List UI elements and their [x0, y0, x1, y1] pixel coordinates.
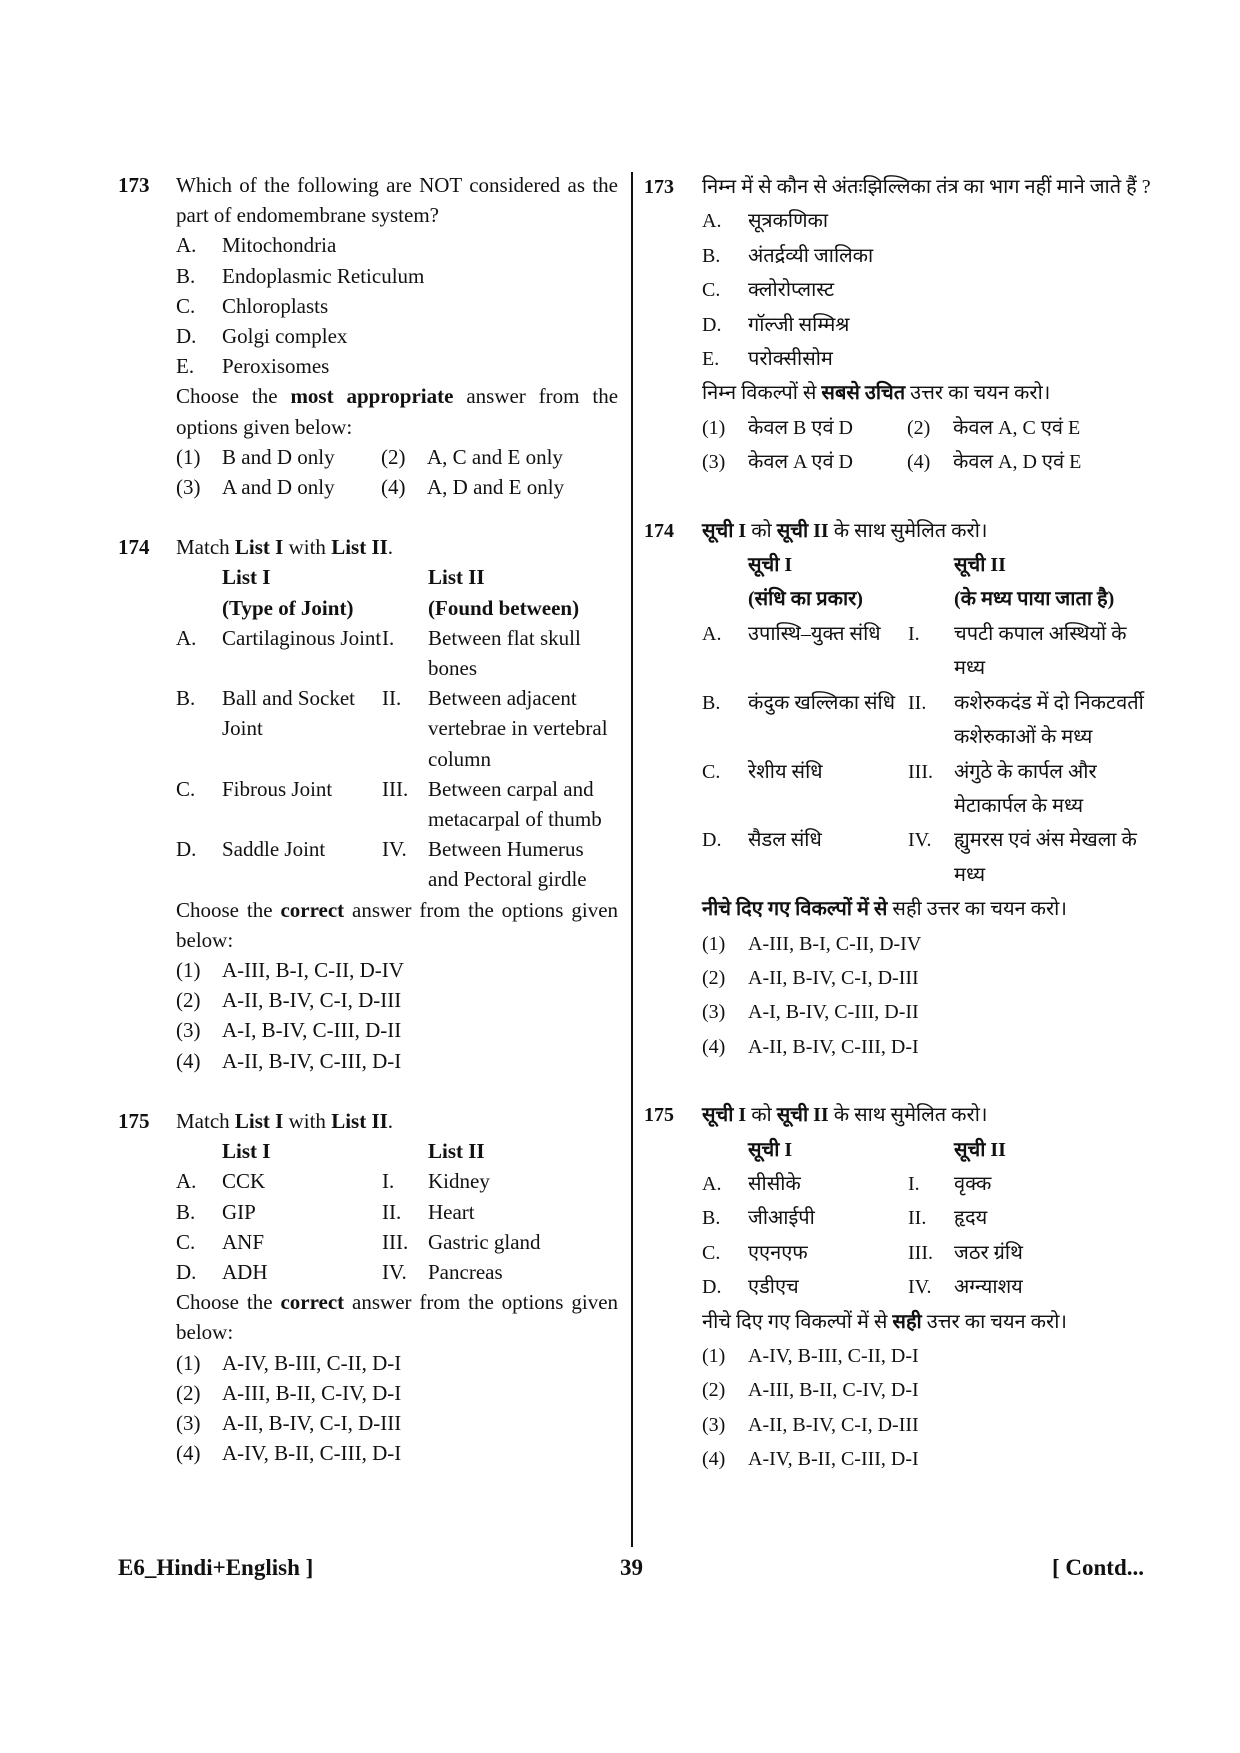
options-row	[702, 411, 1152, 445]
option-1[interactable]: (1) A-IV, B-III, C-II, D-I	[176, 1350, 402, 1375]
table-row: C. Fibrous Joint III. Between carpal and metacarpal of thumb	[176, 776, 602, 832]
question-stem: सूची I को सूची II के साथ सुमेलित करो।	[702, 1104, 988, 1127]
table-row: A. Cartilaginous Joint I. Between flat skull bones	[176, 625, 581, 681]
option-4[interactable]: (4) केवल A, D एवं E	[907, 451, 1082, 474]
instruction: Choose the most appropriate answer from the options given below:	[176, 384, 619, 439]
english-column	[118, 170, 618, 1468]
option-4[interactable]: (4) A-IV, B-II, C-III, D-I	[702, 1448, 919, 1471]
list-item: C. क्लोरोप्लास्ट	[702, 279, 835, 302]
question-stem: सूची I को सूची II के साथ सुमेलित करो।	[702, 519, 988, 542]
option-1[interactable]: (1) A-III, B-I, C-II, D-IV	[176, 958, 404, 983]
table-row: A. CCK I. Kidney	[176, 1169, 490, 1194]
options-row	[702, 445, 1152, 479]
footer-contd: [ Contd...	[1051, 1555, 1144, 1580]
hindi-column	[644, 170, 1152, 1477]
question-174-hi	[644, 514, 1152, 1065]
table-row: D. Saddle Joint IV. Between Humerus and Pectoral girdle	[176, 837, 587, 892]
table-row: D. सैडल संधि IV. ह्युमरस एवं अंस मेखला के मध्य	[702, 829, 1137, 886]
list-item: B. Endoplasmic Reticulum	[176, 263, 425, 288]
list-item: E. परोक्सीसोम	[702, 348, 833, 371]
table-row: B. GIP II. Heart	[176, 1199, 475, 1224]
option-3[interactable]: (3) A-I, B-IV, C-III, D-II	[702, 1001, 919, 1024]
option-1[interactable]: (1) A-III, B-I, C-II, D-IV	[702, 932, 922, 955]
option-3[interactable]: (3) A-II, B-IV, C-I, D-III	[702, 1413, 919, 1436]
table-row: D. एडीएच IV. अग्न्याशय	[702, 1276, 1023, 1299]
question-173-en	[118, 170, 618, 502]
question-number: 173	[644, 176, 674, 198]
column-divider	[631, 172, 633, 1547]
question-stem: Match List I with List II.	[176, 1108, 394, 1133]
list-item: A. Mitochondria	[176, 233, 337, 258]
list-item: B. अंतर्द्रव्यी जालिका	[702, 244, 874, 267]
match-header: List I List II	[222, 565, 485, 590]
question-number: 174	[118, 535, 150, 560]
option-1[interactable]: (1) A-IV, B-III, C-II, D-I	[702, 1345, 919, 1367]
option-4[interactable]: (4) A-II, B-IV, C-III, D-I	[702, 1035, 919, 1058]
question-175-hi	[644, 1098, 1152, 1476]
match-header: सूची I सूची II	[748, 1138, 1006, 1161]
question-173-hi	[644, 170, 1152, 480]
instruction: Choose the correct answer from the options given below:	[176, 897, 619, 952]
option-2[interactable]: (2) केवल A, C एवं E	[907, 416, 1081, 439]
option-2[interactable]: (2) A, C and E only	[381, 444, 563, 469]
match-subheader: (Type of Joint) (Found between)	[222, 595, 580, 620]
page-number: 39	[620, 1555, 643, 1580]
option-2[interactable]: (2) A-III, B-II, C-IV, D-I	[176, 1380, 402, 1405]
match-subheader: (संधि का प्रकार) (के मध्य पाया जाता है)	[748, 588, 1115, 611]
footer-code: E6_Hindi+English ]	[118, 1555, 314, 1580]
table-row: D. ADH IV. Pancreas	[176, 1259, 503, 1284]
option-4[interactable]: (4) A, D and E only	[381, 475, 565, 500]
question-number: 175	[644, 1104, 674, 1127]
option-3[interactable]: (3) A-I, B-IV, C-III, D-II	[176, 1018, 402, 1043]
list-item: E. Peroxisomes	[176, 354, 330, 379]
option-2[interactable]: (2) A-III, B-II, C-IV, D-I	[702, 1379, 919, 1402]
option-2[interactable]: (2) A-II, B-IV, C-I, D-III	[176, 988, 402, 1013]
question-number: 173	[118, 173, 150, 197]
list-item: D. गॉल्जी सम्मिश्र	[702, 313, 850, 336]
table-row: C. रेशीय संधि III. अंगुठे के कार्पल और मेटाकार्पल के मध्य	[702, 760, 1097, 817]
option-3[interactable]: (3) A-II, B-IV, C-I, D-III	[176, 1410, 402, 1435]
option-4[interactable]: (4) A-IV, B-II, C-III, D-I	[176, 1441, 402, 1466]
table-row: C. ANF III. Gastric gland	[176, 1229, 541, 1254]
question-stem: निम्न में से कौन से अंतःझिल्लिका तंत्र का भाग नहीं माने जाते हैं ?	[702, 176, 1151, 198]
options-row	[176, 442, 618, 472]
instruction: नीचे दिए गए विकल्पों में से सही उत्तर का चयन करो।	[702, 898, 1067, 921]
question-number: 174	[644, 519, 674, 542]
option-4[interactable]: (4) A-II, B-IV, C-III, D-I	[176, 1048, 402, 1073]
option-1[interactable]: (1) B and D only	[176, 444, 335, 469]
table-row: A. उपास्थि–युक्त संधि I. चपटी कपाल अस्थियों के मध्य	[702, 622, 1127, 680]
table-row: B. जीआईपी II. हृदय	[702, 1207, 988, 1230]
instruction: Choose the correct answer from the options given below:	[176, 1290, 619, 1345]
match-header: सूची I सूची II	[748, 554, 1006, 577]
instruction: निम्न विकल्पों से सबसे उचित उत्तर का चयन करो।	[702, 382, 1051, 405]
option-3[interactable]: (3) A and D only	[176, 475, 335, 500]
question-stem: Which of the following are NOT considered as the part of endomembrane system?	[176, 173, 618, 228]
table-row: C. एएनएफ III. जठर ग्रंथि	[702, 1241, 1023, 1264]
option-1[interactable]: (1) केवल B एवं D	[702, 416, 854, 439]
table-row: A. सीसीके I. वृक्क	[702, 1172, 992, 1195]
option-2[interactable]: (2) A-II, B-IV, C-I, D-III	[702, 966, 919, 989]
list-item: C. Chloroplasts	[176, 293, 329, 318]
match-header: List I List II	[222, 1139, 485, 1164]
instruction: नीचे दिए गए विकल्पों में से सही उत्तर का चयन करो।	[702, 1310, 1067, 1333]
options-row	[176, 472, 618, 502]
table-row: B. कंदुक खल्लिका संधि II. कशेरुकदंड में दो निकटवर्ती कशेरुकाओं के मध्य	[702, 691, 1144, 749]
table-row: B. Ball and Socket Joint II. Between adjacent vertebrae in vertebral column	[176, 686, 608, 771]
question-stem: Match List I with List II.	[176, 535, 394, 560]
question-number: 175	[118, 1108, 150, 1133]
question-175-en	[118, 1106, 618, 1468]
list-item: D. Golgi complex	[176, 324, 348, 349]
option-3[interactable]: (3) केवल A एवं D	[702, 451, 854, 474]
question-174-en	[118, 532, 618, 1076]
list-item: A. सूत्रकणिका	[702, 210, 829, 233]
